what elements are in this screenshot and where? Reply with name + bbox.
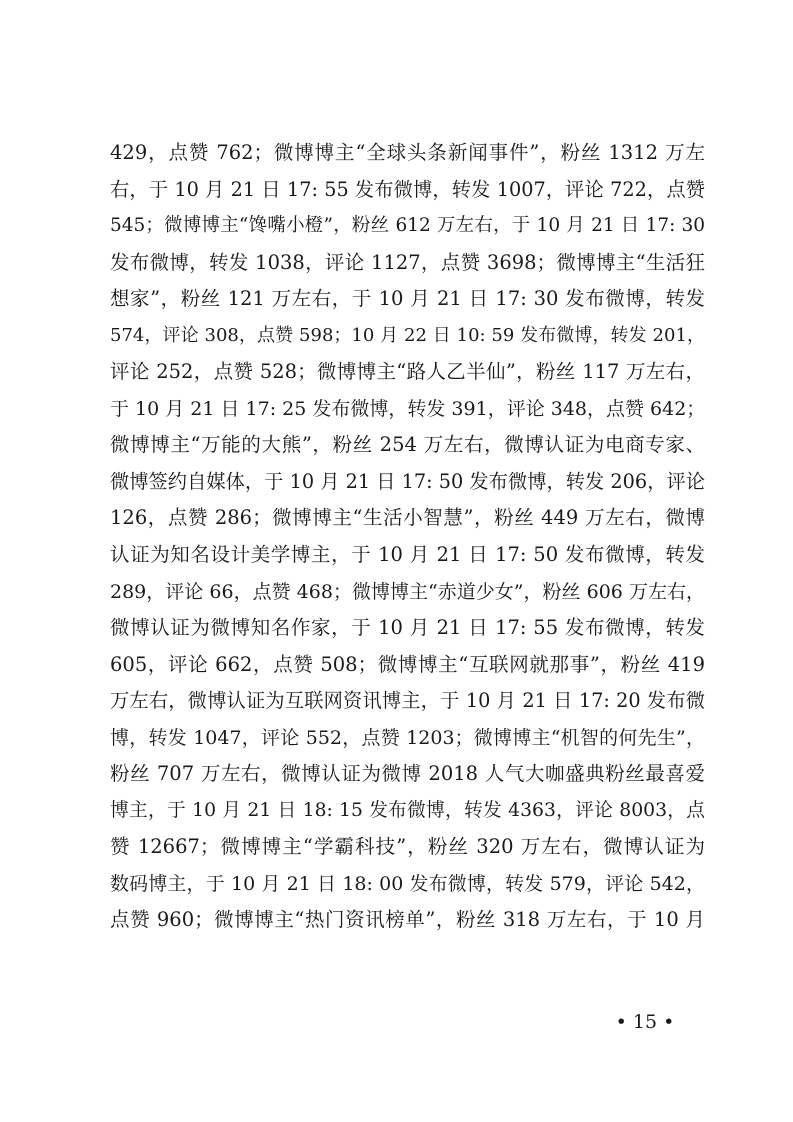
text-line-14: 微博认证为微博知名作家，于 10 月 21 日 17: 55 发布微博，转发 xyxy=(110,616,705,640)
text-line-9: 微博博主“万能的大熊”，粉丝 254 万左右，微博认证为电商专家、 xyxy=(110,433,705,457)
text-line-11: 126，点赞 286；微博博主“生活小智慧”，粉丝 449 万左右，微博 xyxy=(110,506,705,530)
text-line-2: 右，于 10 月 21 日 17: 55 发布微博，转发 1007，评论 722，点赞 xyxy=(110,177,705,201)
text-line-6: 574，评论 308，点赞 598；10 月 22 日 10: 59 发布微博，转发 201， xyxy=(110,324,705,346)
text-line-19: 博主，于 10 月 21 日 18: 15 发布微博，转发 4363，评论 8003，点 xyxy=(110,799,705,821)
text-line-4: 发布微博，转发 1038，评论 1127，点赞 3698；微博博主“生活狂 xyxy=(110,250,705,274)
text-line-20: 赞 12667；微博博主“学霸科技”，粉丝 320 万左右，微博认证为 xyxy=(110,835,705,859)
text-line-5: 想家”，粉丝 121 万左右，于 10 月 21 日 17: 30 发布微博，转发 xyxy=(110,287,706,311)
text-line-12: 认证为知名设计美学博主，于 10 月 21 日 17: 50 发布微博，转发 xyxy=(110,543,705,567)
text-line-3: 545；微博博主“馋嘴小橙”，粉丝 612 万左右，于 10 月 21 日 17: 30 xyxy=(110,215,705,237)
text-line-13: 289，评论 66，点赞 468；微博博主“赤道少女”，粉丝 606 万左右， xyxy=(110,580,705,603)
text-line-10: 微博签约自媒体，于 10 月 21 日 17: 50 发布微博，转发 206，评论 xyxy=(110,469,705,493)
page-number: • 15 • xyxy=(615,1011,675,1033)
text-line-18: 粉丝 707 万左右，微博认证为微博 2018 人气大咖盛典粉丝最喜爱 xyxy=(110,762,705,786)
text-line-7: 评论 252，点赞 528；微博博主“路人乙半仙”，粉丝 117 万左右， xyxy=(110,360,705,384)
body-paragraph xyxy=(110,135,705,939)
text-line-17: 博，转发 1047，评论 552，点赞 1203；微博博主“机智的何先生”， xyxy=(110,726,705,749)
text-line-16: 万左右，微博认证为互联网资讯博主，于 10 月 21 日 17: 20 发布微 xyxy=(110,689,705,713)
text-line-22: 点赞 960；微博博主“热门资讯榜单”，粉丝 318 万左右，于 10 月 xyxy=(110,908,705,932)
text-line-21: 数码博主，于 10 月 21 日 18: 00 发布微博，转发 579，评论 542， xyxy=(110,872,705,895)
text-line-1: 429，点赞 762；微博博主“全球头条新闻事件”，粉丝 1312 万左 xyxy=(110,141,705,164)
text-line-15: 605，评论 662，点赞 508；微博博主“互联网就那事”，粉丝 419 xyxy=(110,652,705,676)
text-line-8: 于 10 月 21 日 17: 25 发布微博，转发 391，评论 348，点赞 642； xyxy=(110,397,706,420)
